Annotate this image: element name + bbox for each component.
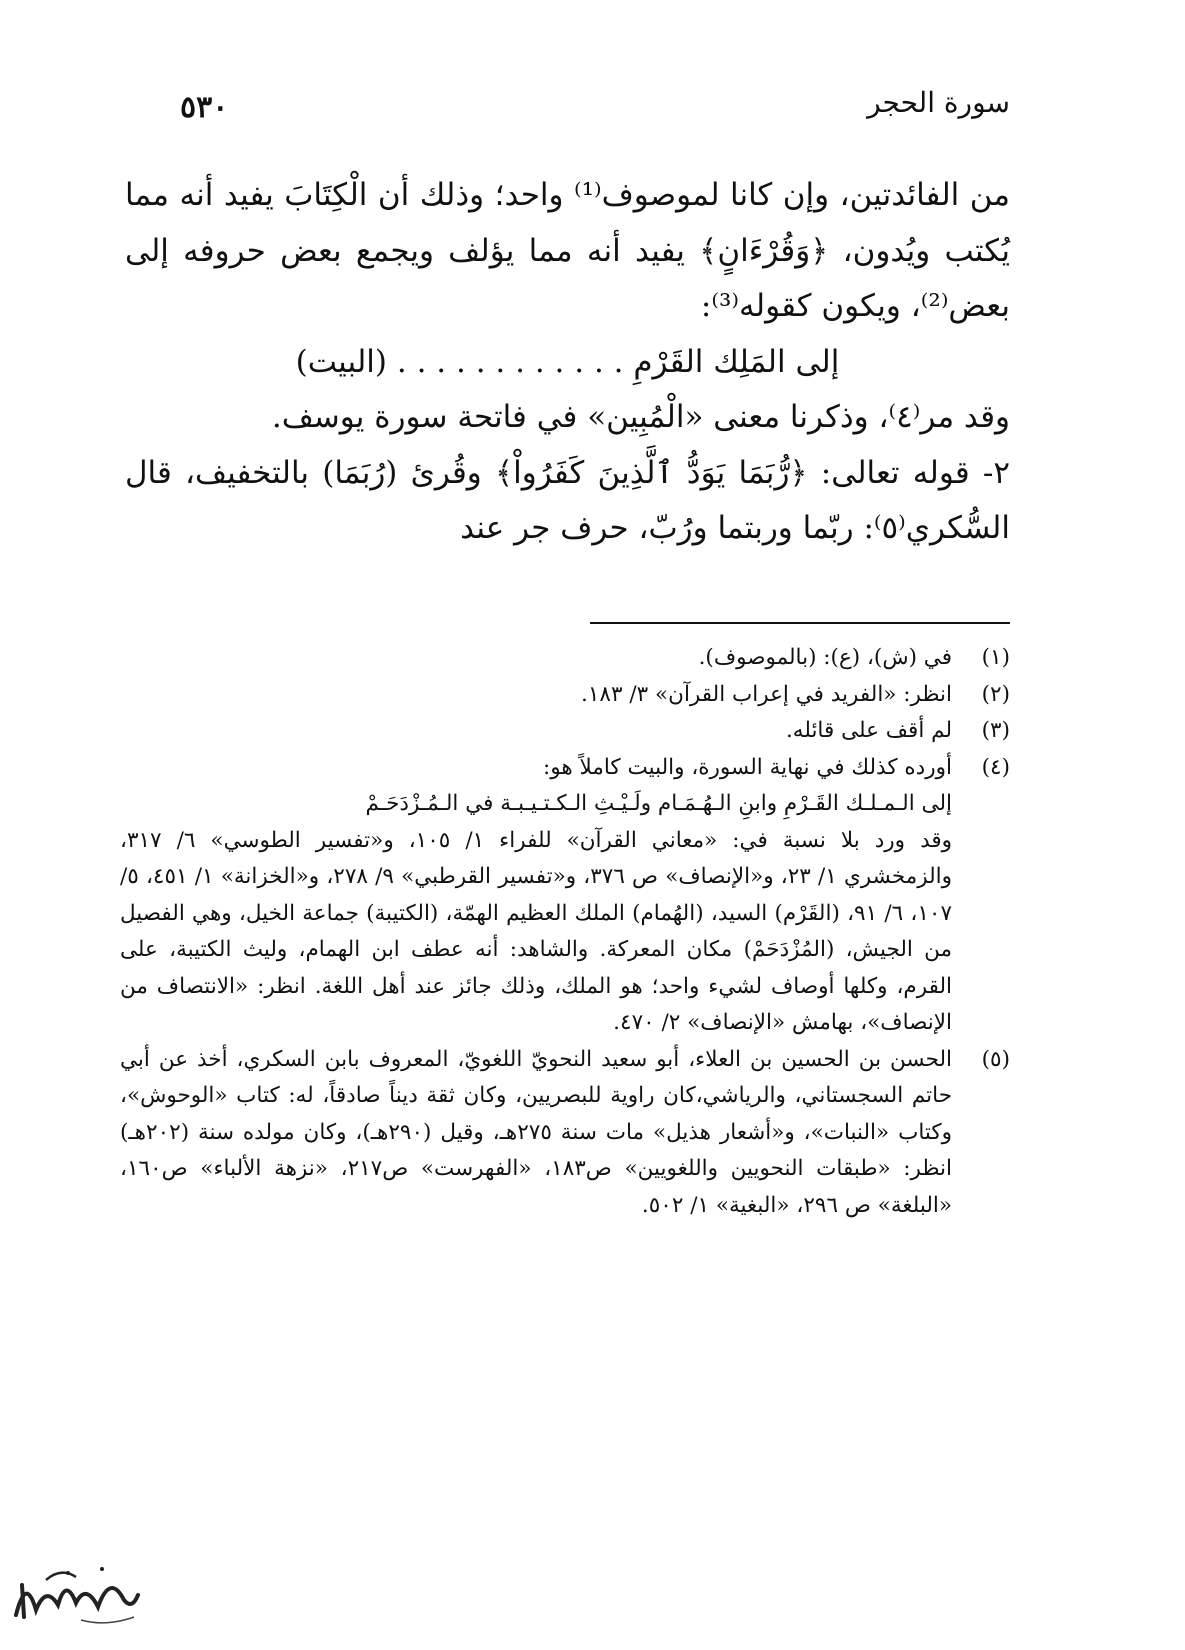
footnote-1 [120, 640, 1010, 677]
footnote-4-continuation: وقد ورد بلا نسبة في: «معاني القرآن» للفراء ١/ ١٠٥، و«تفسير الطوسي» ٦/ ٣١٧، والزمخشري ١/ ٢٣، و«الإنصاف» ص ٣٧٦، و«تفسير القرطبي» ٩/ ٢٧٨، و«الخزانة» ١/ ٤٥١، ٥/ ١٠٧، ٦/ ٩١، (القَرْم) السيد، (الهُمام) الملك العظيم الهمّة، (الكتيبة) جماعة الخيل، وهي الفصيل من الجيش، (المُزْدَحَمْ) مكان المعركة. والشاهد: أنه عطف ابن الهمام، وليث الكتيبة، على القرم، وكلها أوصاف لشيء واحد؛ هو الملك، وذلك جائز عند أهل اللغة. انظر: «الانتصاف من الإنصاف»، بهامش «الإنصاف» ٢/ ٤٧٠. [120, 827, 953, 1035]
paragraph-2: وقد مر⁽٤⁾، وذكرنا معنى «الْمُبِين» في فاتحة سورة يوسف. [271, 399, 1010, 435]
footnote-number: (٥) [981, 1046, 1010, 1072]
footnote-text: أورده كذلك في نهاية السورة، والبيت كاملاً هو: [543, 754, 952, 780]
surah-title: سورة الحجر [867, 86, 1010, 119]
footnote-4-verse: إلى الـمـلـك القَـرْمِ وابنِ الـهُـمَـام ولَـيْـثِ الـكـتـيـبـة في الـمُـزْدَحَـمْ [365, 791, 952, 816]
footnote-number: (٤) [981, 754, 1010, 780]
footnote-number: (٣) [981, 718, 1010, 743]
watermark-logo [6, 1555, 146, 1630]
paragraph-3: ٢- قوله تعالى: ﴿رُّبَمَا يَوَدُّ ٱلَّذِينَ كَفَرُواْ﴾ وقُرئ (رُبَمَا) بالتخفيف، قال السُّكري⁽٥⁾: ربّما وربتما ورُبّ، حرف جر عند [125, 454, 1010, 546]
footnote-text: الحسن بن الحسين بن العلاء، أبو سعيد النحويّ اللغويّ، المعروف بابن السكري، أخذ عن أبي حاتم السجستاني، والرياشي،كان راوية للبصريين، وكان ثقة ديناً صادقاً، له: كتاب «الوحوش»، وكتاب «النبات»، و«أشعار هذيل» مات سنة ٢٧٥هـ، وقيل (٢٩٠هـ)، وكان مولده سنة (٢٠٢هـ) انظر: «طبقات النحويين واللغويين» ص١٨٣، «الفهرست» ص٢١٧، «نزهة الألباء» ص١٦٠، «البلغة» ص ٢٩٦، «البغية» ١/ ٥٠٢. [120, 1046, 952, 1218]
footnote-divider [590, 622, 1010, 624]
footnote-number: (١) [981, 645, 1010, 670]
footnotes [120, 640, 1010, 1224]
main-text [125, 168, 1010, 557]
page-number: ٥٣٠ [180, 90, 229, 125]
footnote-number: (٢) [981, 681, 1010, 707]
paragraph-1: من الفائدتين، وإن كانا لموصوف⁽¹⁾ واحد؛ وذلك أن الْكِتَابَ يفيد أنه مما يُكتب ويُدون، ﴿وَقُرْءَانٍ﴾ يفيد أنه مما يؤلف ويجمع بعض حروفه إلى بعض⁽²⁾، ويكون كقوله⁽³⁾: [125, 177, 1010, 324]
calligraphy-logo-icon [6, 1555, 146, 1630]
footnote-5 [120, 1042, 1010, 1225]
footnote-3 [120, 713, 1010, 750]
footnote-4 [120, 750, 1010, 787]
footnote-text: لم أقف على قائله. [785, 718, 952, 743]
footnote-text: في (ش)، (ع): (بالموصوف). [698, 645, 952, 670]
page-header [180, 86, 1010, 136]
poetry-verse: إلى المَلِك القَرْمِ . . . . . . . . . . . . (البيت) [295, 343, 840, 380]
footnote-2 [120, 677, 1010, 714]
footnote-text: انظر: «الفريد في إعراب القرآن» ٣/ ١٨٣. [581, 681, 952, 707]
